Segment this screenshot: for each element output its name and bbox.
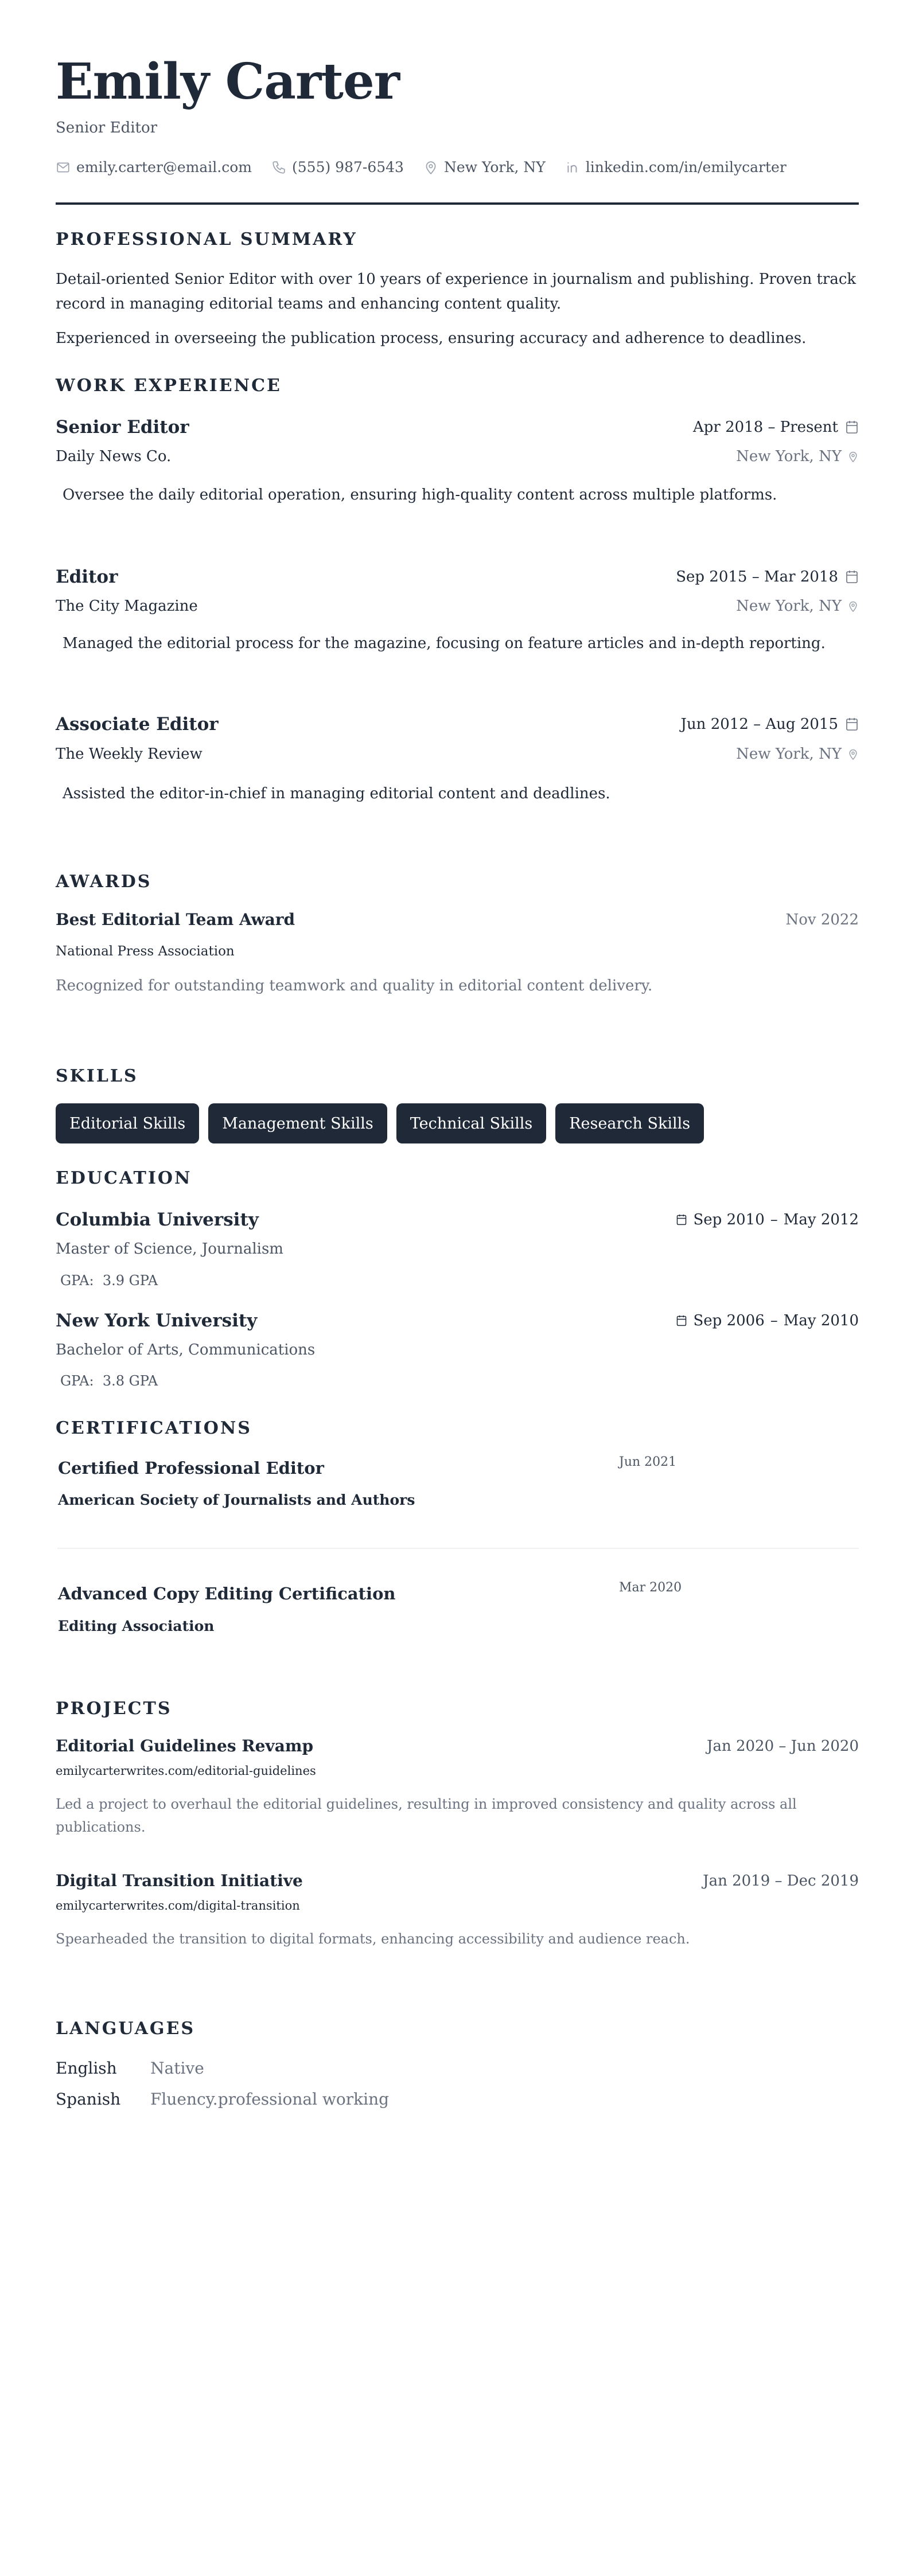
section-heading-experience: WORK EXPERIENCE [56,376,282,396]
skill-chip: Technical Skills [396,1103,546,1143]
job-header [56,713,859,736]
gpa-label: GPA: [60,1273,94,1289]
certification-issuer: American Society of Journalists and Authors [58,1492,415,1508]
job-title: Editor [56,567,118,587]
education-school: Columbia University [56,1209,259,1230]
job-description: Oversee the daily editorial operation, ensuring high-quality content across multiple platforms. [63,486,777,504]
linkedin-icon [565,160,580,175]
job-title: Associate Editor [56,714,219,735]
education-gpa [56,1369,863,1392]
contact-phone[interactable]: (555) 987-6543 [292,159,404,175]
job-header [56,416,859,439]
calendar-icon [845,717,859,732]
award-description: Recognized for outstanding teamwork and quality in editorial content delivery. [56,977,653,994]
language-level: Native [150,2059,204,2078]
summary-paragraph: Detail-oriented Senior Editor with over 10 years of experience in journalism and publishing. Proven track record in managing editorial teams and enhancing content quality. [56,271,857,313]
certification-date: Jun 2021 [619,1455,677,1469]
section-heading-summary: PROFESSIONAL SUMMARY [56,229,357,249]
education-degree: Master of Science, Journalism [56,1240,283,1258]
award-issuer: National Press Association [56,944,235,959]
skill-chip: Research Skills [555,1103,704,1143]
job-dates-text: Sep 2015 – Mar 2018 [676,568,838,586]
award-header [56,908,859,931]
award-title: Best Editorial Team Award [56,910,295,929]
project-title: Editorial Guidelines Revamp [56,1736,314,1755]
language-name: Spanish [56,2090,121,2109]
education-header [56,1309,859,1332]
job-description: Assisted the editor-in-chief in managing editorial content and deadlines. [63,785,610,802]
job-location [736,595,859,618]
mail-icon [56,160,71,175]
skill-chip: Management Skills [208,1103,387,1143]
section-heading-awards: AWARDS [56,872,152,892]
contact-linkedin[interactable]: linkedin.com/in/emilycarter [585,159,787,175]
project-link[interactable]: emilycarterwrites.com/digital-transition [56,1899,300,1913]
calendar-icon [845,420,859,435]
section-heading-certifications: CERTIFICATIONS [56,1418,252,1438]
certification-header [56,1457,861,1480]
job-description: Managed the editorial process for the magazine, focusing on feature articles and in-depth reporting. [63,635,826,652]
phone-icon [271,160,286,175]
job-subheader [56,743,859,766]
section-heading-education: EDUCATION [56,1168,192,1188]
education-gpa [56,1269,863,1292]
project-dates: Jan 2020 – Jun 2020 [707,1738,859,1755]
job-company: The City Magazine [56,598,198,615]
calendar-icon [676,1213,687,1227]
award-date: Nov 2022 [785,911,859,928]
candidate-title: Senior Editor [56,119,158,136]
project-description: Spearheaded the transition to digital formats, enhancing accessibility and audience reach. [56,1931,690,1947]
skills-list [56,1103,859,1143]
job-company: Daily News Co. [56,448,172,465]
education-end: May 2010 [783,1312,859,1329]
gpa-label: GPA: [60,1373,94,1389]
job-dates-text: Jun 2012 – Aug 2015 [680,716,838,733]
section-heading-projects: PROJECTS [56,1699,172,1719]
education-degree: Bachelor of Arts, Communications [56,1341,316,1359]
location-pin-icon [847,747,859,762]
education-dates [676,1208,859,1231]
job-company: The Weekly Review [56,746,203,763]
job-subheader [56,595,859,618]
job-dates [676,565,859,588]
calendar-icon [845,569,859,584]
job-title: Senior Editor [56,417,189,438]
project-dates: Jan 2019 – Dec 2019 [703,1872,859,1890]
calendar-icon [676,1314,687,1328]
certification-date: Mar 2020 [619,1580,682,1595]
education-end: May 2012 [783,1211,859,1228]
summary-paragraph: Experienced in overseeing the publication process, ensuring accuracy and adherence to deadlines. [56,330,807,347]
education-start: Sep 2010 [693,1211,765,1228]
contact-row [56,156,859,179]
date-separator: – [770,1211,778,1228]
job-dates [681,713,859,736]
education-start: Sep 2006 [693,1312,765,1329]
education-header [56,1208,859,1231]
language-level: Fluency.professional working [150,2090,390,2109]
job-location [736,445,859,468]
job-dates-text: Apr 2018 – Present [692,419,838,436]
certification-title: Certified Professional Editor [58,1458,324,1478]
location-pin-icon [423,160,438,175]
job-location-text: New York, NY [736,448,842,465]
date-separator: – [770,1312,778,1329]
language-row [56,2057,859,2080]
section-heading-skills: SKILLS [56,1066,138,1086]
gpa-value: 3.8 GPA [102,1373,158,1389]
location-pin-icon [847,449,859,464]
job-dates [693,416,859,439]
candidate-name: Emily Carter [56,53,400,111]
language-name: English [56,2059,117,2078]
gpa-value: 3.9 GPA [102,1273,158,1289]
education-school: New York University [56,1310,258,1331]
certification-issuer: Editing Association [58,1618,215,1634]
certification-header [56,1582,861,1605]
contact-email[interactable]: emily.carter@email.com [76,159,252,175]
certification-title: Advanced Copy Editing Certification [58,1584,396,1603]
header-divider [56,202,859,205]
job-header [56,565,859,588]
language-row [56,2088,859,2111]
location-pin-icon [847,599,859,614]
job-location-text: New York, NY [736,598,842,615]
project-link[interactable]: emilycarterwrites.com/editorial-guidelines [56,1764,316,1778]
contact-location: New York, NY [443,159,546,175]
job-location [736,743,859,766]
certification-divider [57,1548,859,1549]
job-location-text: New York, NY [736,746,842,763]
skill-chip: Editorial Skills [56,1103,199,1143]
section-heading-languages: LANGUAGES [56,2019,196,2039]
project-header [56,1735,859,1758]
job-subheader [56,445,859,468]
education-dates [676,1309,859,1332]
project-header [56,1869,859,1892]
project-title: Digital Transition Initiative [56,1871,303,1890]
project-description: Led a project to overhaul the editorial guidelines, resulting in improved consistency and quality across all publications. [56,1796,797,1835]
